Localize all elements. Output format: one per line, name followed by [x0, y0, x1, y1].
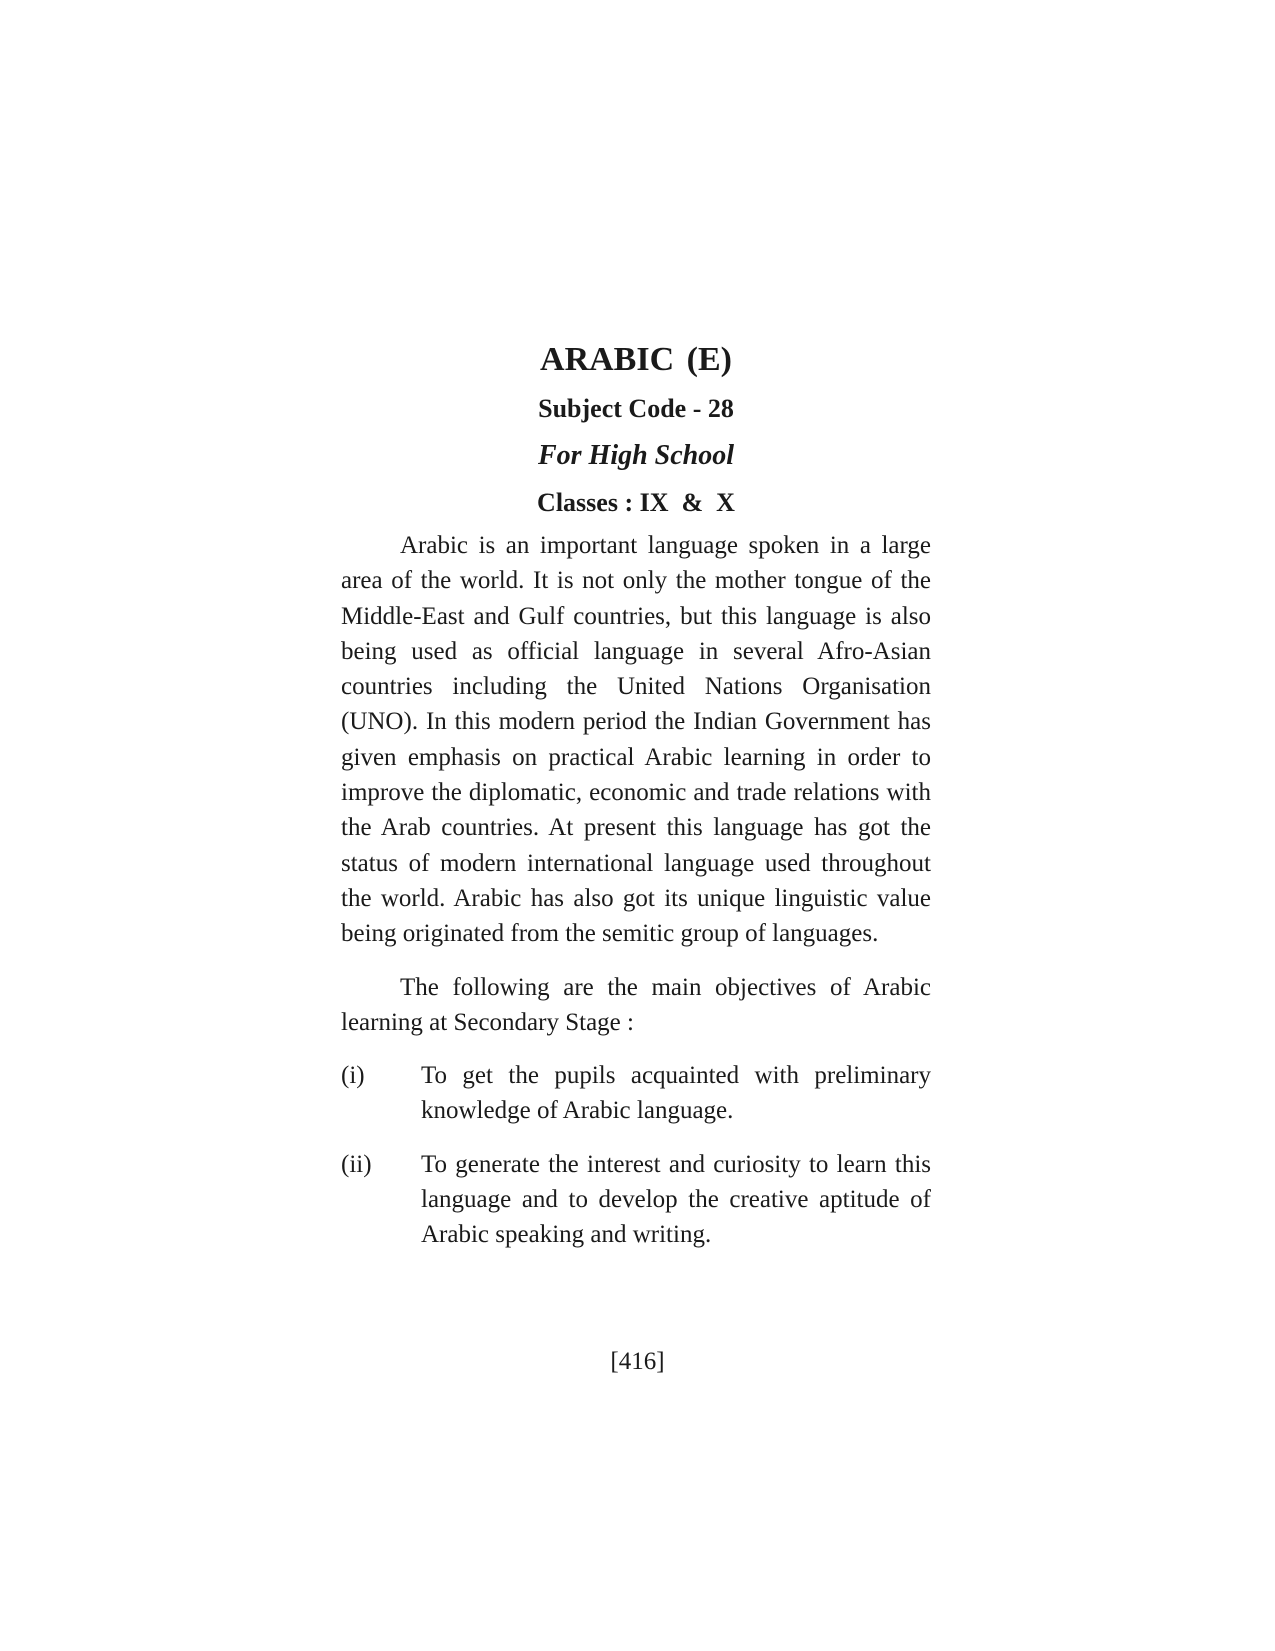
subject-code: Subject Code - 28: [538, 394, 734, 423]
intro-paragraph: Arabic is an important language spoken in a large area of the world. It is not only the mother tongue of the Middle-East and Gulf countries, but this language is also being used as official language in several Afro-Asian countries including the United Nations Organisation (UNO). In this modern period the Indian Government has given emphasis on practical Arabic learning in order to improve the diplomatic, economic and trade relations with the Arab countries. At present this language has got the status of modern international language used throughout the world. Arabic has also got its unique linguistic value being originated from the semitic group of languages.: [341, 532, 931, 948]
objective-number: (ii): [341, 1150, 372, 1178]
objective-item: [341, 1147, 931, 1253]
page-title: ARABIC (E): [540, 341, 732, 378]
objective-number: (i): [341, 1062, 365, 1090]
school-level: For High School: [537, 440, 735, 471]
objectives-intro: The following are the main objectives of Arabic learning at Secondary Stage :: [341, 973, 931, 1036]
classes-label: Classes : IX & X: [537, 488, 735, 517]
page-number: [416]: [610, 1348, 665, 1375]
document-body: [341, 340, 931, 1271]
objective-text: To get the pupils acquainted with preliminary knowledge of Arabic language.: [421, 1062, 931, 1125]
objective-item: [341, 1058, 931, 1129]
objective-text: To generate the interest and curiosity to learn this language and to develop the creative aptitude of Arabic speaking and writing.: [421, 1150, 931, 1249]
